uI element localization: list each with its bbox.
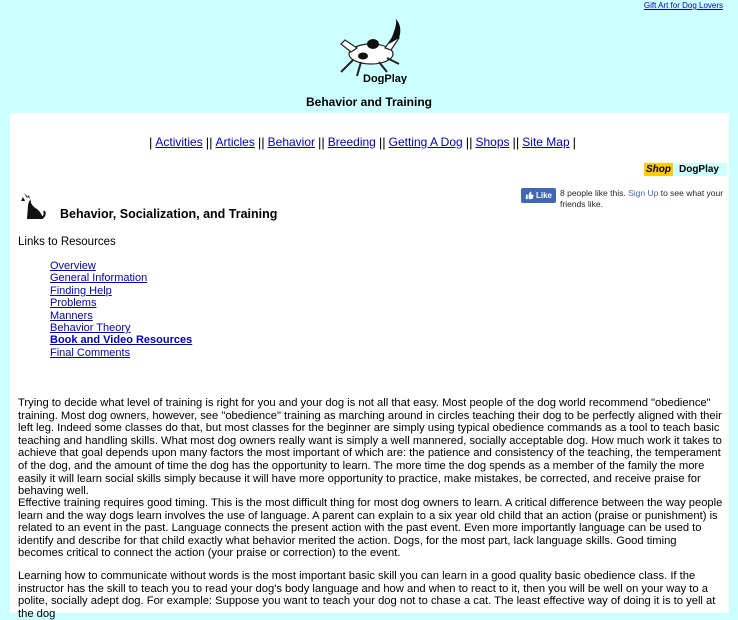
toc-link-general-information[interactable]: General Information xyxy=(50,272,148,285)
page-title: Behavior, Socialization, and Training xyxy=(60,207,278,221)
gift-art-link[interactable]: Gift Art for Dog Lovers xyxy=(643,1,723,10)
nav-breeding[interactable]: Breeding xyxy=(327,135,376,149)
facebook-like-widget xyxy=(521,188,726,210)
like-label: Like xyxy=(536,191,553,200)
toc-link-final-comments[interactable]: Final Comments xyxy=(50,346,131,359)
nav-activities[interactable]: Activities xyxy=(155,135,203,149)
nav-shops[interactable]: Shops xyxy=(475,135,510,149)
paragraph-training-level: Trying to decide what level of training is right for you and your dog is not all that easy. Most people of the dog world recommend "obedience" training. Most dog owners, however, see "obedience" training as marching around in circles teaching their dog to be perfectly aligned with their left leg. Indeed some classes do that, but most classes for the beginner are simply using typical obedience commands as a tool to teach basic teaching and handling skills. What most dog owners really want is simply a well mannered, socially acceptable dog. How much work it takes to achieve that goal depends upon many factors the most important of which are: the patience and consistency of the teaching, the temperament of the dog, and the amount of time the dog has the opportunity to learn. The more time the dog spends as a member of the family the more easily it will learn social skills simply because it will have more opportunity to practice, make mistakes, be corrected, and receive praise for behaving well. xyxy=(18,397,722,498)
nav-bar: | Activities | | Articles | | Behavior | | Breeding | | Getting A Dog | | Shops | | Site Map | xyxy=(149,134,577,150)
toc-link-problems[interactable]: Problems xyxy=(50,297,97,310)
toc-link-book-and-video-resources[interactable]: Book and Video Resources xyxy=(50,334,193,347)
nav-site-map[interactable]: Site Map xyxy=(522,135,570,149)
toc-link-overview[interactable]: Overview xyxy=(50,260,96,272)
thumbs-up-icon xyxy=(525,191,534,200)
content-panel xyxy=(10,113,729,620)
site-subtitle: Behavior and Training xyxy=(305,95,433,109)
paragraph-timing: Effective training requires good timing. This is the most difficult thing for most dog owners to learn. A critical difference between the way people learn and the way dogs learn involves the use of language. A parent can explain to a six year old child that an action (praise or punishment) is related to an event in the past. Language connects the present action with the past event. Even more importantly language can be used to identify and describe for that child exactly what behavior merited the action. Dogs, for the most part, lack language skills. Good timing becomes critical to connect the action (your praise or correction) to the event. xyxy=(18,497,723,560)
toc-link-finding-help[interactable]: Finding Help xyxy=(50,284,112,297)
toc-link-manners[interactable]: Manners xyxy=(50,309,93,322)
facebook-signup-link[interactable]: Sign Up xyxy=(628,188,659,198)
like-suffix: to see what your friends like. xyxy=(560,188,724,209)
nav-getting-a-dog[interactable]: Getting A Dog xyxy=(388,135,463,149)
paragraph-communication: Learning how to communicate without words is the most important basic skill you can learn in a good quality basic obedience class. If the instructor has the skill to teach you to read your dog's body language and how and when to react to it, then you will be well on your way to a polite, socially adept dog. For example: Suppose you want to teach your dog not to chase a cat. The least effective way of doing it is to yell at the dog xyxy=(18,570,716,620)
nav-articles[interactable]: Articles xyxy=(215,135,255,149)
dogplay-logo[interactable] xyxy=(333,14,411,84)
toc-link-behavior-theory[interactable]: Behavior Theory xyxy=(50,322,131,335)
sitting-dog-icon xyxy=(18,191,46,221)
shop-label: Shop xyxy=(645,164,671,175)
nav-behavior[interactable]: Behavior xyxy=(267,135,316,149)
shop-brand: DogPlay xyxy=(673,163,727,176)
links-heading: Links to Resources xyxy=(18,236,116,248)
facebook-like-button[interactable] xyxy=(521,188,556,203)
like-count: 8 people like this. xyxy=(560,188,626,198)
resource-links-list xyxy=(50,260,192,359)
logo-wordmark: DogPlay xyxy=(363,73,408,84)
shop-dogplay-banner[interactable] xyxy=(644,163,727,176)
